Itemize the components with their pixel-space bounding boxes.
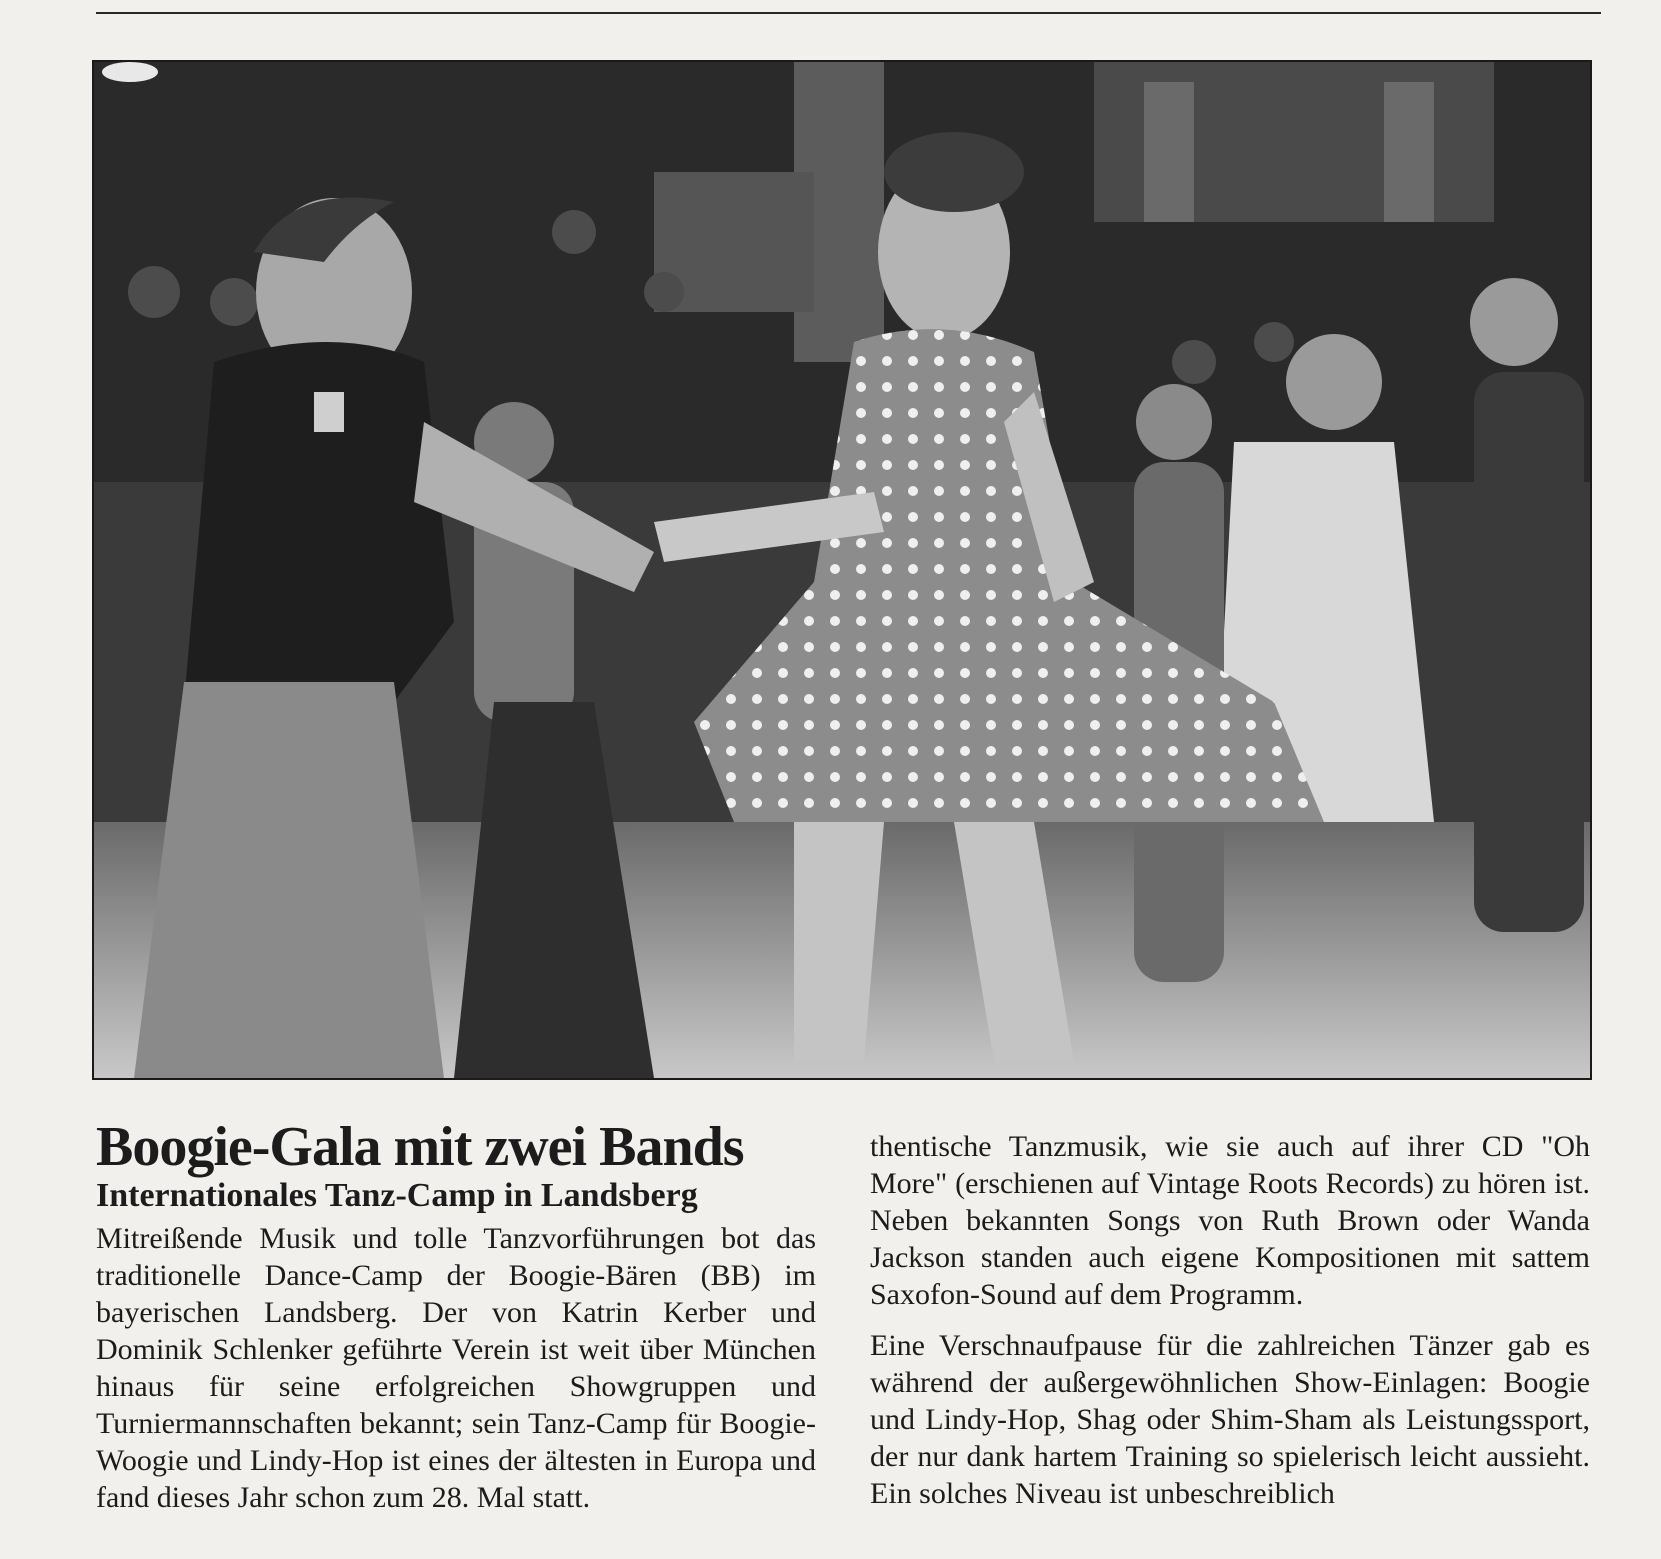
body-paragraph: Mitreißende Musik und tolle Tanzvorführungen bot das traditionelle Dance-Camp der Boogie-Bären (BB) im bayerischen Landsberg. Der von Katrin Kerber und Dominik Schlenker geführte Verein ist weit über München hinaus für seine erfolgreichen Showgruppen und Turniermannschaften bekannt; sein Tanz-Camp für Boogie-Woogie und Lindy-Hop ist eines der ältesten in Europa und fand dieses Jahr schon zum 28. Mal statt. <box>96 1222 816 1514</box>
article-subheadline: Internationales Tanz-Camp in Landsberg <box>96 1177 698 1214</box>
right-column <box>870 1118 1590 1526</box>
body-paragraph: thentische Tanzmusik, wie sie auch auf ihrer CD "Oh More" (erschienen auf Vintage Roots Records) zu hören ist. Neben bekannten Songs von Ruth Brown oder Wanda Jackson standen auch eigene Kompositionen mit sattem Saxofon-Sound auf dem Programm. <box>870 1130 1590 1311</box>
article-photo <box>92 60 1592 1080</box>
left-column <box>96 1118 816 1530</box>
top-rule <box>96 12 1601 14</box>
body-paragraph: Eine Verschnaufpause für die zahlreichen Tänzer gab es während der außergewöhnlichen Show-Einlagen: Boogie und Lindy-Hop, Shag oder Shim-Sham als Leistungssport, der nur dank hartem Training so spielerisch leicht aussieht. Ein solches Niveau ist unbeschreiblich <box>870 1329 1590 1510</box>
dancing-couple-photo <box>94 62 1590 1078</box>
article-headline: Boogie-Gala mit zwei Bands <box>96 1116 744 1178</box>
